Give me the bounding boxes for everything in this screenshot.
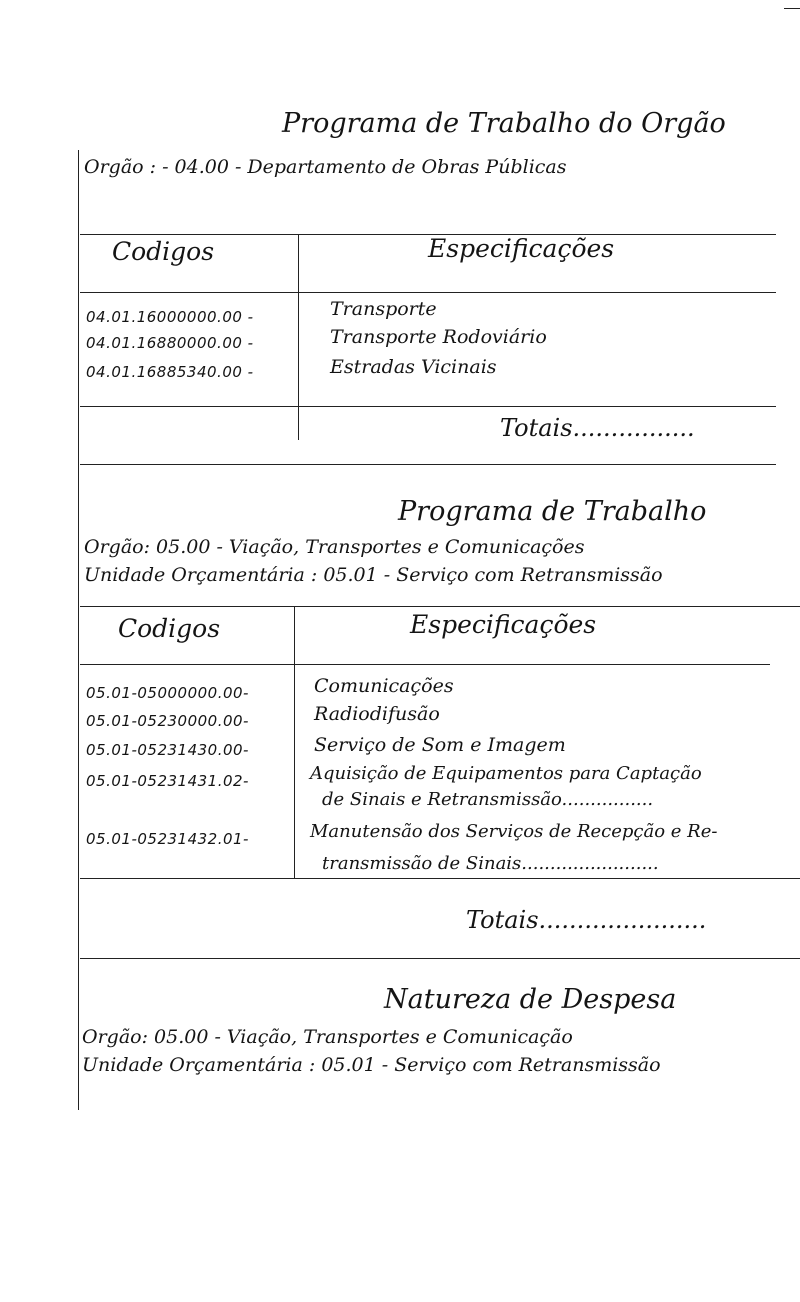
section1-header-especificacoes: Especificações xyxy=(428,234,615,263)
section1-title: Programa de Trabalho do Orgão xyxy=(282,108,726,139)
section2-totais: Totais...................... xyxy=(466,906,707,934)
section3-title: Natureza de Despesa xyxy=(384,984,677,1015)
section1-code: 04.01.16885340.00 - xyxy=(86,363,254,381)
left-margin-line xyxy=(78,150,79,1110)
section2-spec: Manutensão dos Serviços de Recepção e Re- xyxy=(310,821,718,842)
section2-spec-continuation: transmissão de Sinais........................ xyxy=(322,853,659,874)
section2-unidade: Unidade Orçamentária : 05.01 - Serviço com Retransmissão xyxy=(84,564,663,586)
section1-header-codigos: Codigos xyxy=(112,237,215,266)
section2-title: Programa de Trabalho xyxy=(398,496,707,527)
section2-table-bottom xyxy=(80,958,800,959)
section2-column-divider xyxy=(294,606,295,878)
section1-code: 04.01.16880000.00 - xyxy=(86,334,254,352)
section2-spec: Serviço de Som e Imagem xyxy=(314,734,566,756)
section3-orgao: Orgão: 05.00 - Viação, Transportes e Comunicação xyxy=(82,1026,573,1048)
section2-header-codigos: Codigos xyxy=(118,614,221,643)
section2-code: 05.01-05231432.01- xyxy=(86,830,249,848)
section1-header-rule xyxy=(80,292,776,293)
section2-table-top xyxy=(80,606,800,607)
section1-spec: Transporte Rodoviário xyxy=(330,326,547,348)
section2-spec: Aquisição de Equipamentos para Captação xyxy=(310,763,702,784)
section2-orgao: Orgão: 05.00 - Viação, Transportes e Comunicações xyxy=(84,536,585,558)
section1-table-bottom xyxy=(80,464,776,465)
section2-header-rule xyxy=(80,664,770,665)
section2-code: 05.01-05000000.00- xyxy=(86,684,249,702)
section1-body-rule xyxy=(80,406,776,407)
section2-code: 05.01-05231431.02- xyxy=(86,772,249,790)
section1-spec: Transporte xyxy=(330,298,437,320)
section2-spec: Radiodifusão xyxy=(314,703,440,725)
section1-column-divider xyxy=(298,234,299,440)
section2-code: 05.01-05231430.00- xyxy=(86,741,249,759)
section2-spec-continuation: de Sinais e Retransmissão................ xyxy=(322,789,654,810)
section2-body-rule xyxy=(80,878,800,879)
section3-unidade: Unidade Orçamentária : 05.01 - Serviço com Retransmissão xyxy=(82,1054,661,1076)
section1-totais: Totais................ xyxy=(500,414,695,442)
section1-spec: Estradas Vicinais xyxy=(330,356,497,378)
section2-spec: Comunicações xyxy=(314,675,454,697)
section1-code: 04.01.16000000.00 - xyxy=(86,308,254,326)
section1-orgao: Orgão : - 04.00 - Departamento de Obras Públicas xyxy=(84,156,567,178)
section2-header-especificacoes: Especificações xyxy=(410,610,597,639)
corner-mark xyxy=(784,8,800,9)
section2-code: 05.01-05230000.00- xyxy=(86,712,249,730)
